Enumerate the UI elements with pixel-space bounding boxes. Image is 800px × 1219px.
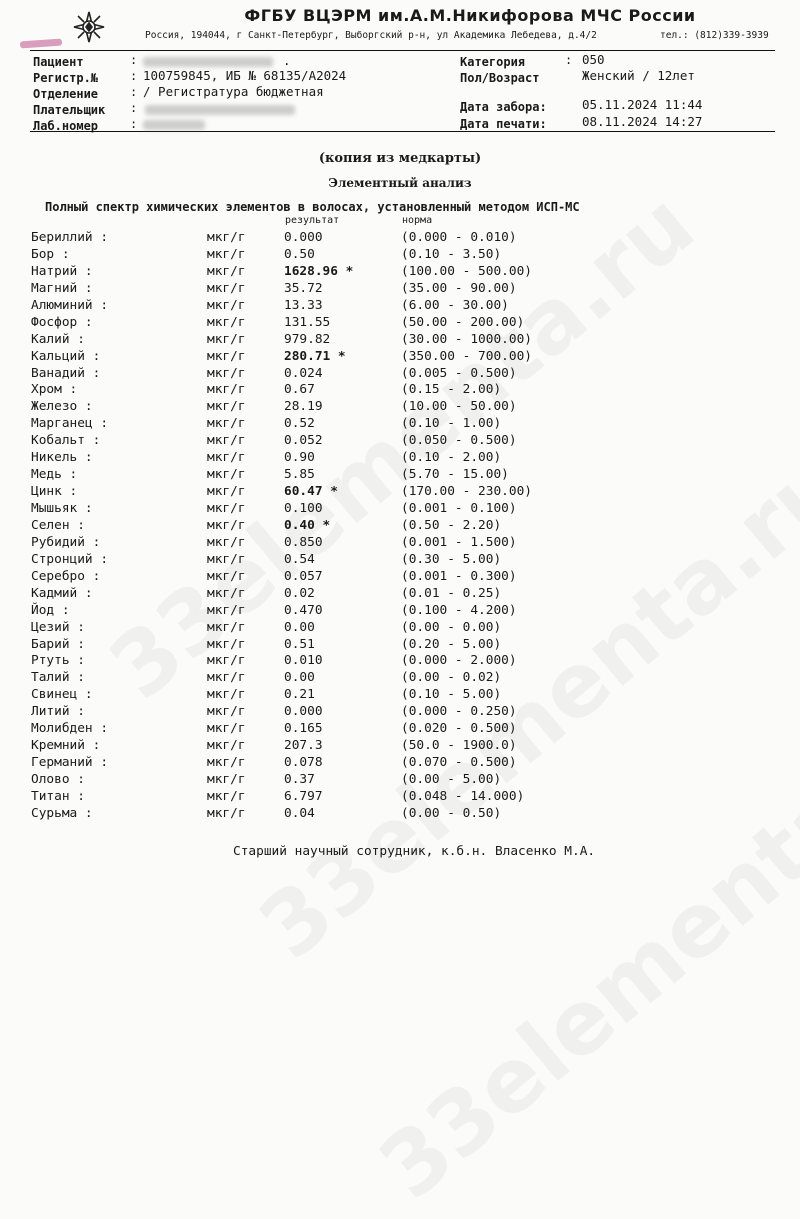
department-value: / Регистратура бюджетная [143, 84, 324, 99]
unit: мкг/г [207, 433, 246, 449]
sex-age-label: Пол/Возраст [460, 71, 540, 85]
result-value: 0.54 [284, 551, 315, 567]
element-name: Молибден : [31, 721, 109, 737]
element-name: Кадмий : [31, 585, 93, 601]
unit: мкг/г [207, 331, 246, 347]
result-value: 0.078 [284, 755, 323, 771]
table-row [0, 416, 800, 433]
result-column-header: результат [285, 215, 340, 226]
result-value-flagged: 280.71 * [284, 348, 346, 364]
result-value: 0.470 [284, 602, 323, 618]
table-row [0, 772, 800, 789]
element-name: Олово : [31, 772, 85, 787]
result-value: 0.000 [284, 230, 323, 245]
element-name: Цезий : [31, 619, 85, 635]
print-date-label: Дата печати: [460, 117, 547, 131]
table-row [0, 721, 800, 738]
reference-range: (0.000 - 0.010) [401, 230, 517, 245]
reference-range: (0.050 - 0.500) [401, 433, 517, 449]
unit: мкг/г [207, 348, 246, 364]
table-row [0, 399, 800, 416]
table-row [0, 569, 800, 586]
unit: мкг/г [207, 738, 246, 754]
lab-number-label: Лаб.номер [33, 119, 99, 133]
reference-range: (0.50 - 2.20) [401, 517, 502, 533]
reference-range: (0.00 - 5.00) [401, 772, 502, 787]
colon: : [130, 53, 138, 67]
table-row [0, 230, 800, 247]
element-name: Мышьяк : [31, 501, 93, 516]
table-row [0, 298, 800, 315]
colon: : [565, 53, 573, 67]
redacted-payer [145, 105, 295, 115]
element-name: Барий : [31, 636, 85, 652]
result-value: 6.797 [284, 788, 323, 804]
payer-label: Плательщик [33, 103, 106, 117]
result-value: 979.82 [284, 331, 331, 347]
sex-age-value: Женский / 12лет [582, 68, 695, 83]
result-value: 131.55 [284, 314, 331, 330]
result-value: 0.67 [284, 382, 315, 398]
result-value: 0.52 [284, 416, 315, 432]
result-value: 0.165 [284, 721, 323, 737]
table-row [0, 518, 800, 535]
norm-column-header: норма [402, 215, 433, 226]
reference-range: (0.020 - 0.500) [401, 721, 517, 737]
result-value-flagged: 1628.96 * [284, 263, 354, 279]
result-value: 0.024 [284, 365, 323, 381]
element-name: Ванадий : [31, 365, 101, 381]
sample-date-label: Дата забора: [460, 100, 547, 114]
element-name: Натрий : [31, 263, 93, 279]
element-name: Рубидий : [31, 534, 101, 550]
unit: мкг/г [207, 687, 246, 703]
element-name: Сурьма : [31, 805, 93, 821]
element-name: Фосфор : [31, 314, 93, 330]
reference-range: (170.00 - 230.00) [401, 484, 532, 500]
element-name: Цинк : [31, 484, 78, 500]
mchs-emblem-icon [72, 10, 106, 44]
unit: мкг/г [207, 399, 246, 415]
reference-range: (0.100 - 4.200) [401, 602, 517, 618]
element-name: Титан : [31, 788, 85, 804]
unit: мкг/г [207, 280, 246, 296]
result-value: 35.72 [284, 280, 323, 296]
unit: мкг/г [207, 534, 246, 550]
unit: мкг/г [207, 670, 246, 686]
element-name: Кремний : [31, 738, 101, 754]
organization-address: Россия, 194044, г Санкт-Петербург, Выборгский р-н, ул Академика Лебедева, д.4/2 [145, 30, 597, 41]
organization-title: ФГБУ ВЦЭРМ им.А.М.Никифорова МЧС России [244, 6, 696, 25]
element-name: Талий : [31, 670, 85, 686]
table-row [0, 738, 800, 755]
element-name: Бериллий : [31, 230, 109, 245]
reference-range: (10.00 - 50.00) [401, 399, 517, 415]
result-value: 13.33 [284, 297, 323, 313]
result-value: 0.010 [284, 653, 323, 669]
reference-range: (0.00 - 0.02) [401, 670, 502, 686]
reference-range: (0.00 - 0.00) [401, 619, 502, 635]
unit: мкг/г [207, 721, 246, 737]
result-value: 0.37 [284, 772, 315, 787]
print-date-value: 08.11.2024 14:27 [582, 114, 703, 129]
unit: мкг/г [207, 805, 246, 821]
result-value: 0.00 [284, 670, 315, 686]
element-name: Кальций : [31, 348, 101, 364]
reference-range: (0.070 - 0.500) [401, 755, 517, 771]
element-name: Калий : [31, 331, 85, 347]
reference-range: (0.15 - 2.00) [401, 382, 502, 398]
unit: мкг/г [207, 551, 246, 567]
element-name: Железо : [31, 399, 93, 415]
result-value: 0.100 [284, 501, 323, 516]
element-name: Бор : [31, 246, 70, 262]
signature-line: Старший научный сотрудник, к.б.н. Власенко М.А. [233, 844, 596, 859]
header-divider [30, 131, 775, 132]
colon: : [130, 101, 138, 115]
result-value: 0.04 [284, 805, 315, 821]
element-name: Марганец : [31, 416, 109, 432]
element-name: Магний : [31, 280, 93, 296]
unit: мкг/г [207, 297, 246, 313]
result-value: 0.052 [284, 433, 323, 449]
table-row [0, 603, 800, 620]
table-row [0, 349, 800, 366]
reference-range: (30.00 - 1000.00) [401, 331, 532, 347]
reference-range: (0.000 - 0.250) [401, 704, 517, 720]
element-name: Свинец : [31, 687, 93, 703]
element-name: Германий : [31, 755, 109, 771]
redacted-patient-name [143, 57, 273, 67]
unit: мкг/г [207, 314, 246, 330]
table-title: Полный спектр химических элементов в волосах, установленный методом ИСП-МС [45, 200, 580, 214]
reference-range: (0.10 - 5.00) [401, 687, 502, 703]
result-value: 207.3 [284, 738, 323, 754]
table-row [0, 806, 800, 823]
reference-range: (35.00 - 90.00) [401, 280, 517, 296]
table-row [0, 501, 800, 518]
unit: мкг/г [207, 230, 246, 245]
table-row [0, 552, 800, 569]
table-row [0, 366, 800, 383]
table-row [0, 670, 800, 687]
table-row [0, 535, 800, 552]
reference-range: (0.048 - 14.000) [401, 788, 525, 804]
unit: мкг/г [207, 755, 246, 771]
table-row [0, 586, 800, 603]
unit: мкг/г [207, 501, 246, 516]
table-row [0, 637, 800, 654]
header-divider [30, 50, 775, 51]
table-row [0, 620, 800, 637]
department-label: Отделение [33, 87, 99, 101]
table-row [0, 704, 800, 721]
unit: мкг/г [207, 788, 246, 804]
analysis-title: Элементный анализ [328, 176, 472, 190]
result-value: 0.850 [284, 534, 323, 550]
unit: мкг/г [207, 704, 246, 720]
result-value: 0.02 [284, 585, 315, 601]
reference-range: (0.001 - 1.500) [401, 534, 517, 550]
result-value: 0.51 [284, 636, 315, 652]
colon: : [130, 117, 138, 131]
result-value: 0.50 [284, 246, 315, 262]
table-row [0, 450, 800, 467]
registration-value: 100759845, ИБ № 68135/А2024 [143, 68, 347, 83]
unit: мкг/г [207, 568, 246, 584]
unit: мкг/г [207, 246, 246, 262]
results-table [0, 230, 800, 823]
reference-range: (0.30 - 5.00) [401, 551, 502, 567]
unit: мкг/г [207, 484, 246, 500]
reference-range: (5.70 - 15.00) [401, 467, 509, 483]
unit: мкг/г [207, 619, 246, 635]
sample-date-value: 05.11.2024 11:44 [582, 97, 703, 112]
unit: мкг/г [207, 450, 246, 466]
result-value: 0.000 [284, 704, 323, 720]
table-row [0, 315, 800, 332]
unit: мкг/г [207, 602, 246, 618]
reference-range: (0.005 - 0.500) [401, 365, 517, 381]
patient-label: Пациент [33, 55, 84, 69]
element-name: Селен : [31, 517, 85, 533]
table-row [0, 264, 800, 281]
element-name: Йод : [31, 602, 70, 618]
reference-range: (0.000 - 2.000) [401, 653, 517, 669]
reference-range: (50.00 - 200.00) [401, 314, 525, 330]
reference-range: (350.00 - 700.00) [401, 348, 532, 364]
unit: мкг/г [207, 772, 246, 787]
patient-suffix: . [283, 53, 291, 68]
element-name: Кобальт : [31, 433, 101, 449]
stamp-mark [20, 39, 62, 49]
reference-range: (6.00 - 30.00) [401, 297, 509, 313]
reference-range: (0.10 - 2.00) [401, 450, 502, 466]
reference-range: (0.20 - 5.00) [401, 636, 502, 652]
reference-range: (50.0 - 1900.0) [401, 738, 517, 754]
result-value-flagged: 0.40 * [284, 517, 331, 533]
reference-range: (100.00 - 500.00) [401, 263, 532, 279]
table-row [0, 653, 800, 670]
unit: мкг/г [207, 263, 246, 279]
table-row [0, 433, 800, 450]
table-row [0, 247, 800, 264]
result-value: 0.21 [284, 687, 315, 703]
table-row [0, 467, 800, 484]
element-name: Ртуть : [31, 653, 85, 669]
table-row [0, 281, 800, 298]
element-name: Литий : [31, 704, 85, 720]
unit: мкг/г [207, 517, 246, 533]
copy-note: (копия из медкарты) [318, 151, 482, 166]
reference-range: (0.00 - 0.50) [401, 805, 502, 821]
table-row [0, 687, 800, 704]
redacted-lab-number [143, 120, 205, 130]
element-name: Стронций : [31, 551, 109, 567]
reference-range: (0.001 - 0.100) [401, 501, 517, 516]
category-value: 050 [582, 52, 605, 67]
unit: мкг/г [207, 467, 246, 483]
registration-label: Регистр.№ [33, 71, 99, 85]
colon: : [130, 69, 138, 83]
unit: мкг/г [207, 416, 246, 432]
table-row [0, 332, 800, 349]
element-name: Серебро : [31, 568, 101, 584]
result-value: 0.057 [284, 568, 323, 584]
unit: мкг/г [207, 585, 246, 601]
reference-range: (0.001 - 0.300) [401, 568, 517, 584]
result-value-flagged: 60.47 * [284, 484, 338, 500]
table-row [0, 382, 800, 399]
table-row [0, 755, 800, 772]
result-value: 5.85 [284, 467, 315, 483]
colon: : [130, 85, 138, 99]
organization-phone: тел.: (812)339-3939 [660, 30, 769, 41]
element-name: Алюминий : [31, 297, 109, 313]
result-value: 28.19 [284, 399, 323, 415]
table-row [0, 789, 800, 806]
unit: мкг/г [207, 636, 246, 652]
unit: мкг/г [207, 653, 246, 669]
table-row [0, 484, 800, 501]
reference-range: (0.01 - 0.25) [401, 585, 502, 601]
category-label: Категория [460, 55, 526, 69]
element-name: Медь : [31, 467, 78, 483]
unit: мкг/г [207, 382, 246, 398]
result-value: 0.00 [284, 619, 315, 635]
element-name: Хром : [31, 382, 78, 398]
unit: мкг/г [207, 365, 246, 381]
reference-range: (0.10 - 3.50) [401, 246, 502, 262]
result-value: 0.90 [284, 450, 315, 466]
reference-range: (0.10 - 1.00) [401, 416, 502, 432]
element-name: Никель : [31, 450, 93, 466]
